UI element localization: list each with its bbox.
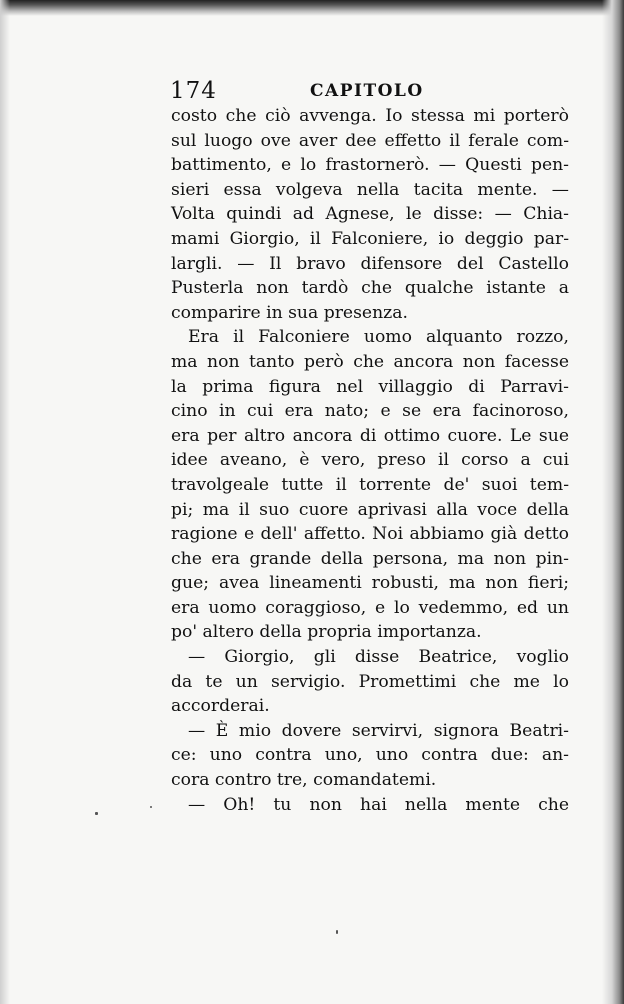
text-line: largli. — Il bravo difensore del Castello — [171, 253, 569, 274]
text-line: Era il Falconiere uomo alquanto rozzo, — [188, 327, 569, 348]
text-line: cino in cui era nato; e se era facinoroso, — [171, 401, 569, 422]
text-line: pi; ma il suo cuore aprivasi alla voce della — [171, 499, 569, 520]
paper-speck — [336, 930, 338, 934]
text-line: — Oh! tu non hai nella mente che — [188, 794, 569, 815]
paper-speck — [150, 806, 152, 808]
text-line: sieri essa volgeva nella tacita mente. — — [171, 179, 569, 200]
text-line: che era grande della persona, ma non pin- — [171, 548, 569, 569]
text-line: ce: uno contra uno, uno contra due: an- — [171, 745, 569, 766]
text-line: — Giorgio, gli disse Beatrice, voglio — [188, 647, 569, 668]
text-line: ragione e dell' affetto. Noi abbiamo già detto — [171, 524, 569, 545]
text-line: Volta quindi ad Agnese, le disse: — Chia- — [171, 204, 569, 225]
running-head — [170, 78, 570, 104]
text-line: — È mio dovere servirvi, signora Beatri- — [188, 720, 569, 741]
text-line: la prima figura nel villaggio di Parravi- — [171, 376, 569, 397]
chapter-heading: CAPITOLO — [310, 81, 424, 101]
text-line: po' altero della propria importanza. — [171, 622, 482, 643]
text-line: ma non tanto però che ancora non facesse — [171, 351, 569, 372]
page-right-shadow — [602, 0, 624, 1004]
text-line: gue; avea lineamenti robusti, ma non fieri; — [171, 573, 569, 594]
paper-speck — [95, 812, 98, 815]
text-line: da te un servigio. Promettimi che me lo — [171, 671, 569, 692]
text-line: accorderai. — [171, 696, 270, 717]
text-line: mami Giorgio, il Falconiere, io deggio par- — [171, 228, 569, 249]
text-line: battimento, e lo frastornerò. — Questi pen- — [171, 155, 569, 176]
text-line: cora contro tre, comandatemi. — [171, 770, 437, 791]
text-line: travolgeale tutte il torrente de' suoi tem- — [171, 474, 569, 495]
page-top-shadow — [0, 0, 624, 16]
text-line: Pusterla non tardò che qualche istante a — [171, 278, 569, 299]
text-line: era per altro ancora di ottimo cuore. Le sue — [171, 425, 569, 446]
text-line: costo che ciò avvenga. Io stessa mi porterò — [171, 106, 569, 126]
text-line: comparire in sua presenza. — [171, 302, 408, 323]
text-line: idee aveano, è vero, preso il corso a cui — [171, 450, 569, 471]
page-number: 174 — [170, 78, 217, 104]
text-line: sul luogo ove aver dee effetto il ferale com- — [171, 130, 569, 151]
body-text — [171, 104, 569, 817]
page-left-shadow — [0, 0, 10, 1004]
text-line: era uomo coraggioso, e lo vedemmo, ed un — [171, 597, 569, 618]
